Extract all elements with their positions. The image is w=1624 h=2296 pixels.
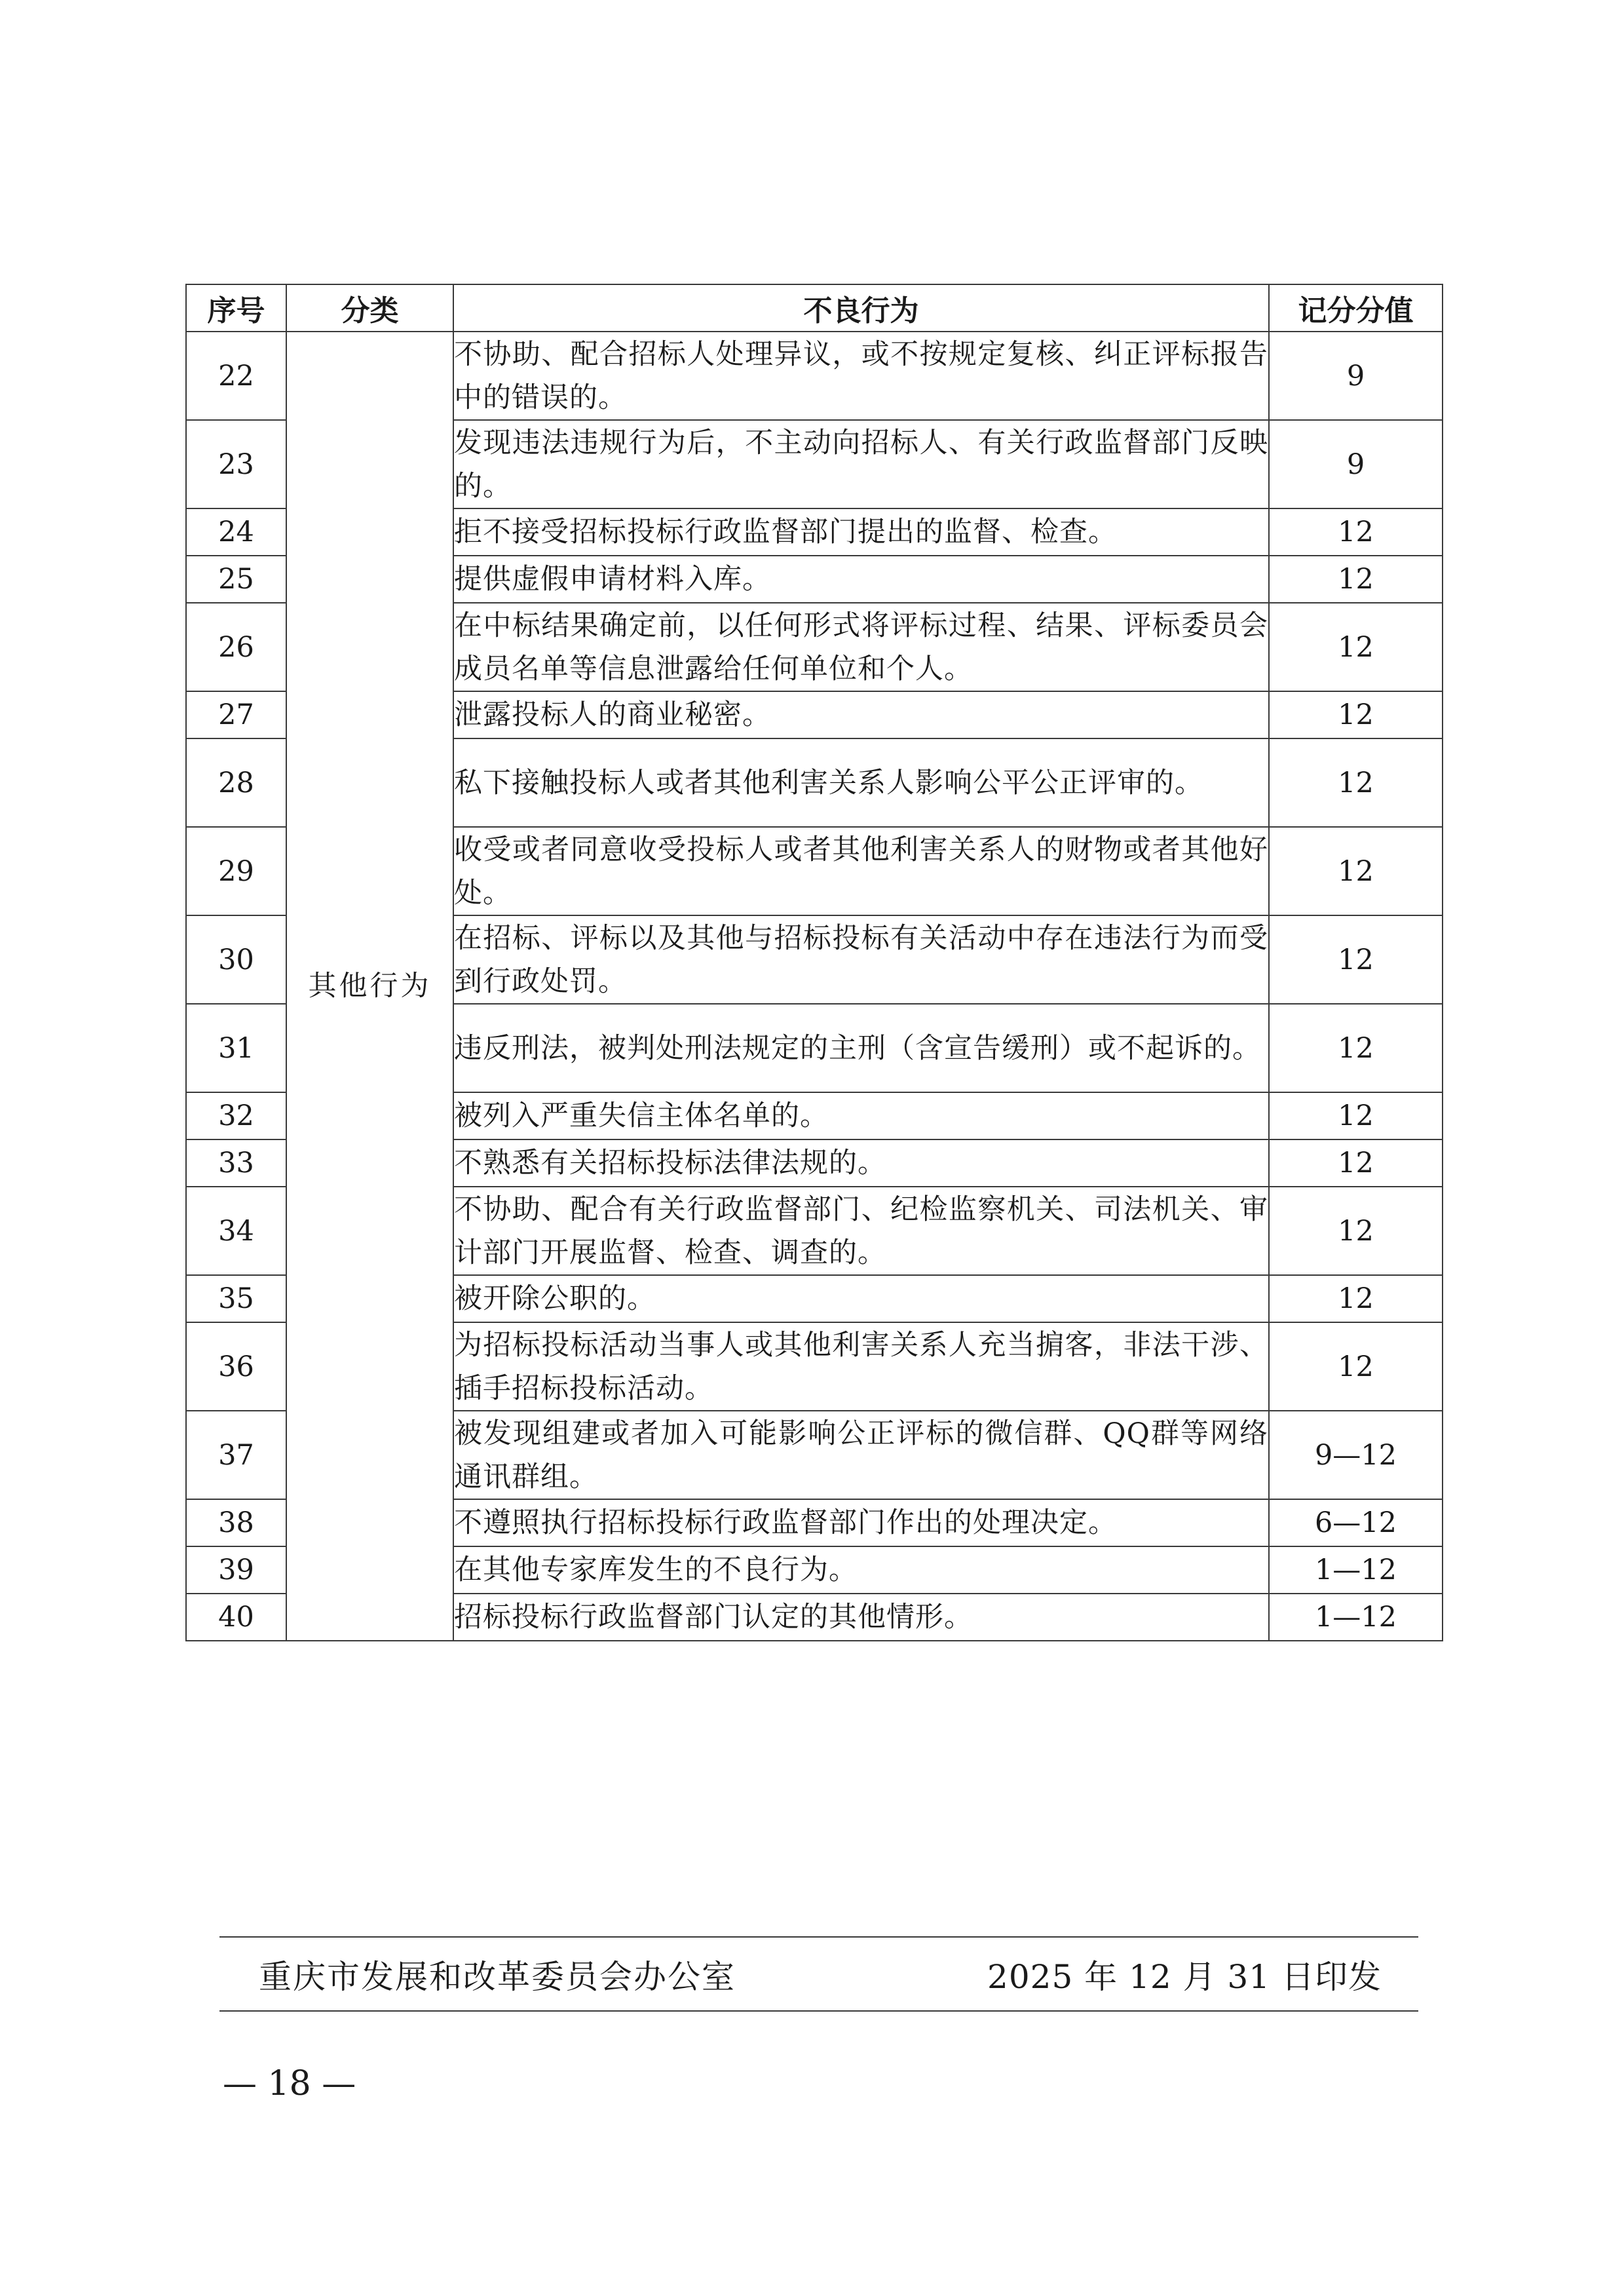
- row-behavior: 在其他专家库发生的不良行为。: [453, 1546, 1269, 1594]
- row-behavior: 违反刑法，被判处刑法规定的主刑（含宣告缓刑）或不起诉的。: [453, 1004, 1269, 1092]
- row-score: 9: [1269, 332, 1443, 420]
- row-number: 32: [186, 1092, 286, 1139]
- row-behavior: 拒不接受招标投标行政监督部门提出的监督、检查。: [453, 508, 1269, 556]
- row-number: 35: [186, 1275, 286, 1322]
- row-number: 34: [186, 1187, 286, 1275]
- row-behavior: 泄露投标人的商业秘密。: [453, 691, 1269, 738]
- row-number: 40: [186, 1594, 286, 1641]
- row-number: 25: [186, 556, 286, 603]
- row-behavior: 被列入严重失信主体名单的。: [453, 1092, 1269, 1139]
- row-score: 12: [1269, 1187, 1443, 1275]
- row-score: 9: [1269, 420, 1443, 508]
- row-number: 27: [186, 691, 286, 738]
- row-behavior: 在中标结果确定前，以任何形式将评标过程、结果、评标委员会成员名单等信息泄露给任何单位和个人。: [453, 603, 1269, 691]
- row-score: 12: [1269, 738, 1443, 827]
- row-behavior: 不协助、配合有关行政监督部门、纪检监察机关、司法机关、审计部门开展监督、检查、调查的。: [453, 1187, 1269, 1275]
- header-category: 分类: [286, 284, 453, 332]
- row-score: 12: [1269, 1092, 1443, 1139]
- row-number: 37: [186, 1411, 286, 1499]
- row-number: 36: [186, 1322, 286, 1411]
- header-score: 记分分值: [1269, 284, 1443, 332]
- row-behavior: 在招标、评标以及其他与招标投标有关活动中存在违法行为而受到行政处罚。: [453, 915, 1269, 1004]
- row-number: 26: [186, 603, 286, 691]
- row-score: 12: [1269, 827, 1443, 915]
- row-behavior: 不熟悉有关招标投标法律法规的。: [453, 1139, 1269, 1187]
- row-behavior: 不遵照执行招标投标行政监督部门作出的处理决定。: [453, 1499, 1269, 1546]
- issue-date: 2025 年 12 月 31 日印发: [987, 1958, 1382, 1996]
- row-score: 12: [1269, 1139, 1443, 1187]
- row-behavior: 为招标投标活动当事人或其他利害关系人充当掮客，非法干涉、插手招标投标活动。: [453, 1322, 1269, 1411]
- row-score: 12: [1269, 1275, 1443, 1322]
- header-number: 序号: [186, 284, 286, 332]
- issuer-name: 重庆市发展和改革委员会办公室: [259, 1958, 736, 1996]
- row-score: 1—12: [1269, 1594, 1443, 1641]
- row-behavior: 被开除公职的。: [453, 1275, 1269, 1322]
- row-number: 28: [186, 738, 286, 827]
- row-score: 12: [1269, 508, 1443, 556]
- page-number: — 18 —: [223, 2064, 356, 2103]
- row-behavior: 提供虚假申请材料入库。: [453, 556, 1269, 603]
- row-score: 12: [1269, 691, 1443, 738]
- row-score: 12: [1269, 603, 1443, 691]
- row-behavior: 发现违法违规行为后，不主动向招标人、有关行政监督部门反映的。: [453, 420, 1269, 508]
- row-number: 33: [186, 1139, 286, 1187]
- category-cell: 其他行为: [286, 332, 453, 1641]
- row-number: 30: [186, 915, 286, 1004]
- table-header-row: [186, 284, 1443, 332]
- row-score: 12: [1269, 1004, 1443, 1092]
- bad-behavior-table: [185, 284, 1443, 1641]
- row-score: 12: [1269, 556, 1443, 603]
- row-behavior: 被发现组建或者加入可能影响公正评标的微信群、QQ群等网络通讯群组。: [453, 1411, 1269, 1499]
- row-number: 39: [186, 1546, 286, 1594]
- row-score: 1—12: [1269, 1546, 1443, 1594]
- row-score: 12: [1269, 1322, 1443, 1411]
- row-number: 22: [186, 332, 286, 420]
- row-number: 24: [186, 508, 286, 556]
- row-number: 23: [186, 420, 286, 508]
- table-row: [186, 332, 1443, 420]
- row-score: 6—12: [1269, 1499, 1443, 1546]
- row-behavior: 招标投标行政监督部门认定的其他情形。: [453, 1594, 1269, 1641]
- footer-bottom-rule: [219, 2010, 1418, 2012]
- row-number: 38: [186, 1499, 286, 1546]
- row-score: 9—12: [1269, 1411, 1443, 1499]
- row-number: 29: [186, 827, 286, 915]
- footer-top-rule: [219, 1936, 1418, 1938]
- row-behavior: 收受或者同意收受投标人或者其他利害关系人的财物或者其他好处。: [453, 827, 1269, 915]
- header-behavior: 不良行为: [453, 284, 1269, 332]
- row-behavior: 私下接触投标人或者其他利害关系人影响公平公正评审的。: [453, 738, 1269, 827]
- row-behavior: 不协助、配合招标人处理异议，或不按规定复核、纠正评标报告中的错误的。: [453, 332, 1269, 420]
- row-score: 12: [1269, 915, 1443, 1004]
- row-number: 31: [186, 1004, 286, 1092]
